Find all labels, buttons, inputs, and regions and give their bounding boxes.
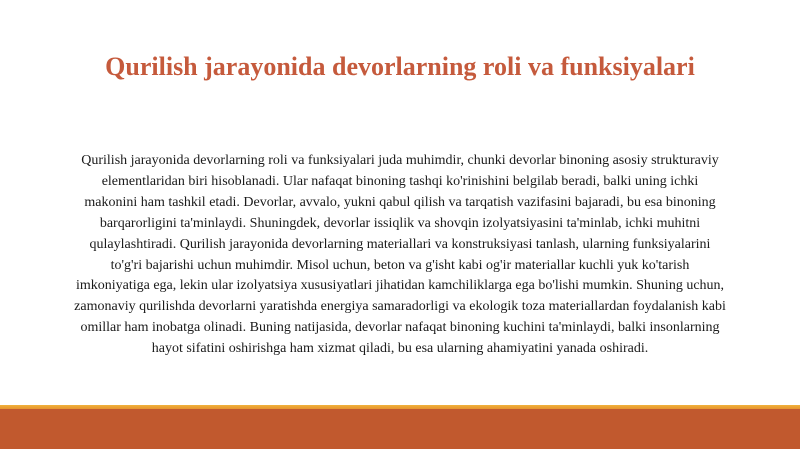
slide-title: Qurilish jarayonida devorlarning roli va funksiyalari — [105, 52, 695, 81]
footer-band — [0, 409, 800, 449]
slide-body-text: Qurilish jarayonida devorlarning roli va funksiyalari juda muhimdir, chunki devorlar binoning asosiy strukturaviy elementlaridan biri hisoblanadi. Ular nafaqat binoning tashqi ko'rinishini belgilab beradi, balki uning ichki makonini ham tashkil etadi. Devorlar, avvalo, yukni qabul qilish va tarqatish vazifasini bajaradi, bu esa binoning barqarorligini ta'minlaydi. Shuningdek, devorlar issiqlik va shovqin izolyatsiyasini ta'minlab, ichki muhitni qulaylashtiradi. Qurilish jarayonida devorlarning materiallari va konstruksiyasi tanlash, ularning funksiyalarini to'g'ri bajarishi uchun muhimdir. Misol uchun, beton va g'isht kabi og'ir materiallar kuchli yuk ko'tarish imkoniyatiga ega, lekin ular izolyatsiya xususiyatlari jihatidan kamchiliklarga ega bo'lishi mumkin. Shuning uchun, zamonaviy qurilishda devorlarni yaratishda energiya samaradorligi va ekologik toza materiallardan foydalanish kabi omillar ham inobatga olinadi. Buning natijasida, devorlar nafaqat binoning kuchini ta'minlaydi, balki insonlarning hayot sifatini oshirishga ham xizmat qiladi, bu esa ularning ahamiyatini yanada oshiradi. — [74, 153, 726, 357]
